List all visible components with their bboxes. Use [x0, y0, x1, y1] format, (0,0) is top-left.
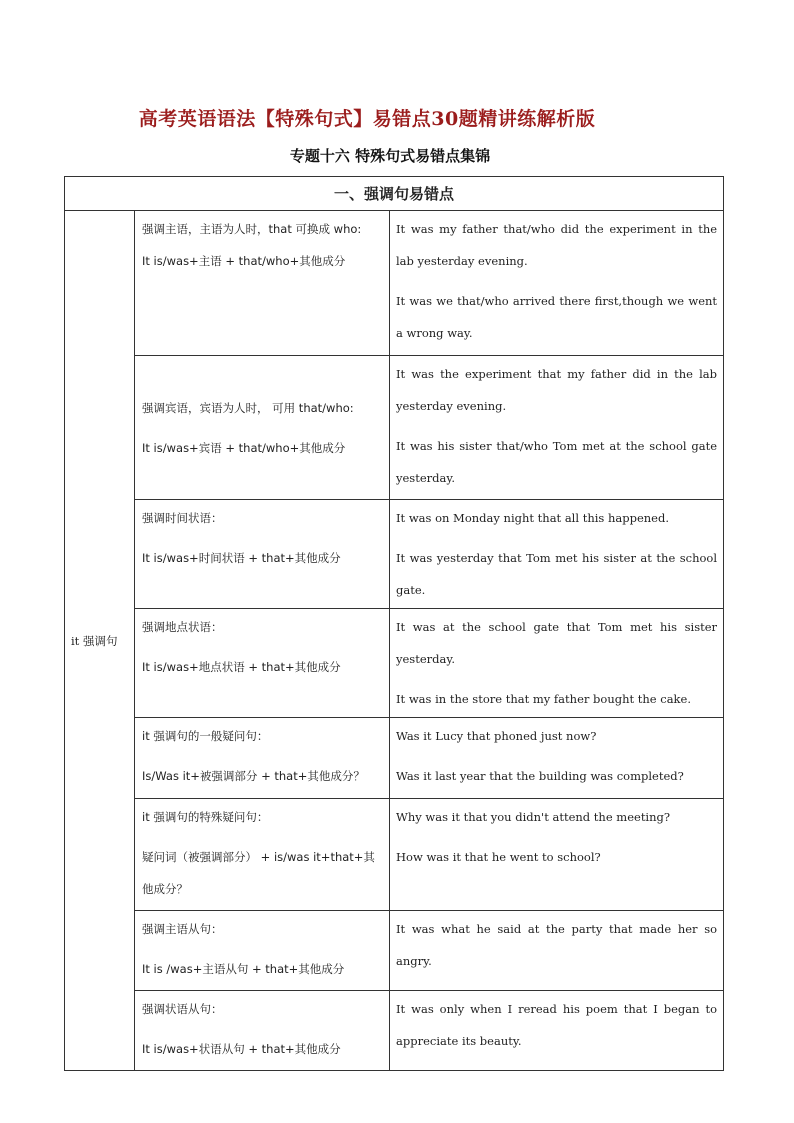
- rule-pattern: It is/was+状语从句 + that+其他成分: [142, 1042, 341, 1056]
- example-cell: [390, 911, 724, 991]
- rule-cell: [135, 991, 390, 1071]
- example-sentence: It was on Monday night that all this happened.: [396, 511, 669, 525]
- rule-cell: [135, 911, 390, 991]
- example-sentence: Was it Lucy that phoned just now?: [396, 729, 597, 743]
- example-sentence: It was his sister that/who Tom met at the school gate yesterday.: [396, 439, 718, 485]
- table-row: [65, 991, 724, 1071]
- rule-cell: [135, 211, 390, 356]
- rule-cell: [135, 500, 390, 609]
- rule-pattern: It is /was+主语从句 + that+其他成分: [142, 962, 345, 976]
- example-cell: [390, 500, 724, 609]
- rule-pattern: Is/Was it+被强调部分 + that+其他成分？: [142, 769, 365, 783]
- document-subtitle: 专题十六 特殊句式易错点集锦: [289, 147, 491, 165]
- rule-line: 强调主语，主语为人时，that 可换成 who:: [142, 222, 362, 236]
- rule-cell: [135, 356, 390, 500]
- example-sentence: It was in the store that my father bought the cake.: [396, 692, 691, 706]
- table-row: [65, 609, 724, 718]
- rule-line: 强调时间状语：: [142, 511, 223, 525]
- table-row: [65, 500, 724, 609]
- table-row: [65, 356, 724, 500]
- example-sentence: It was what he said at the party that made her so angry.: [396, 922, 718, 968]
- example-sentence: It was yesterday that Tom met his sister at the school gate.: [396, 551, 718, 597]
- grammar-table: [64, 176, 724, 1071]
- rule-line: 强调状语从句：: [142, 1002, 223, 1016]
- table-row: [65, 911, 724, 991]
- side-label: it 强调句: [65, 211, 135, 1071]
- example-sentence: It was only when I reread his poem that I began to appreciate its beauty.: [396, 1002, 718, 1048]
- table-row: [65, 211, 724, 356]
- table-row: [65, 718, 724, 799]
- rule-line: 强调宾语，宾语为人时， 可用 that/who:: [142, 400, 354, 415]
- rule-pattern: It is/was+地点状语 + that+其他成分: [142, 660, 341, 674]
- example-sentence: It was the experiment that my father did in the lab yesterday evening.: [396, 367, 718, 413]
- rule-pattern: It is/was+时间状语 + that+其他成分: [142, 551, 341, 565]
- rule-line: it 强调句的特殊疑问句：: [142, 810, 269, 824]
- example-cell: [390, 356, 724, 500]
- rule-line: 强调地点状语：: [142, 620, 223, 634]
- example-sentence: Was it last year that the building was completed?: [396, 769, 684, 783]
- example-cell: [390, 799, 724, 911]
- example-cell: [390, 991, 724, 1071]
- example-cell: [390, 609, 724, 718]
- table-row: [65, 799, 724, 911]
- rule-pattern: 疑问词（被强调部分） + is/was it+that+其他成分？: [142, 850, 375, 896]
- example-sentence: Why was it that you didn't attend the meeting?: [396, 810, 671, 824]
- rule-line: it 强调句的一般疑问句：: [142, 729, 269, 743]
- rule-cell: [135, 718, 390, 799]
- rule-cell: [135, 799, 390, 911]
- section-header-row: [65, 177, 724, 211]
- example-sentence: It was we that/who arrived there first,though we went a wrong way.: [396, 294, 718, 340]
- document-title: 高考英语语法【特殊句式】易错点30题精讲练解析版: [138, 108, 596, 130]
- section-title: 一、强调句易错点: [65, 177, 724, 211]
- rule-line: 强调主语从句：: [142, 922, 223, 936]
- example-sentence: How was it that he went to school?: [396, 850, 601, 864]
- example-cell: [390, 211, 724, 356]
- example-sentence: It was at the school gate that Tom met his sister yesterday.: [396, 620, 718, 666]
- example-cell: [390, 718, 724, 799]
- rule-cell: [135, 609, 390, 718]
- example-sentence: It was my father that/who did the experiment in the lab yesterday evening.: [396, 222, 718, 268]
- rule-pattern: It is/was+宾语 + that/who+其他成分: [142, 440, 346, 455]
- rule-pattern: It is/was+主语 + that/who+其他成分: [142, 254, 346, 268]
